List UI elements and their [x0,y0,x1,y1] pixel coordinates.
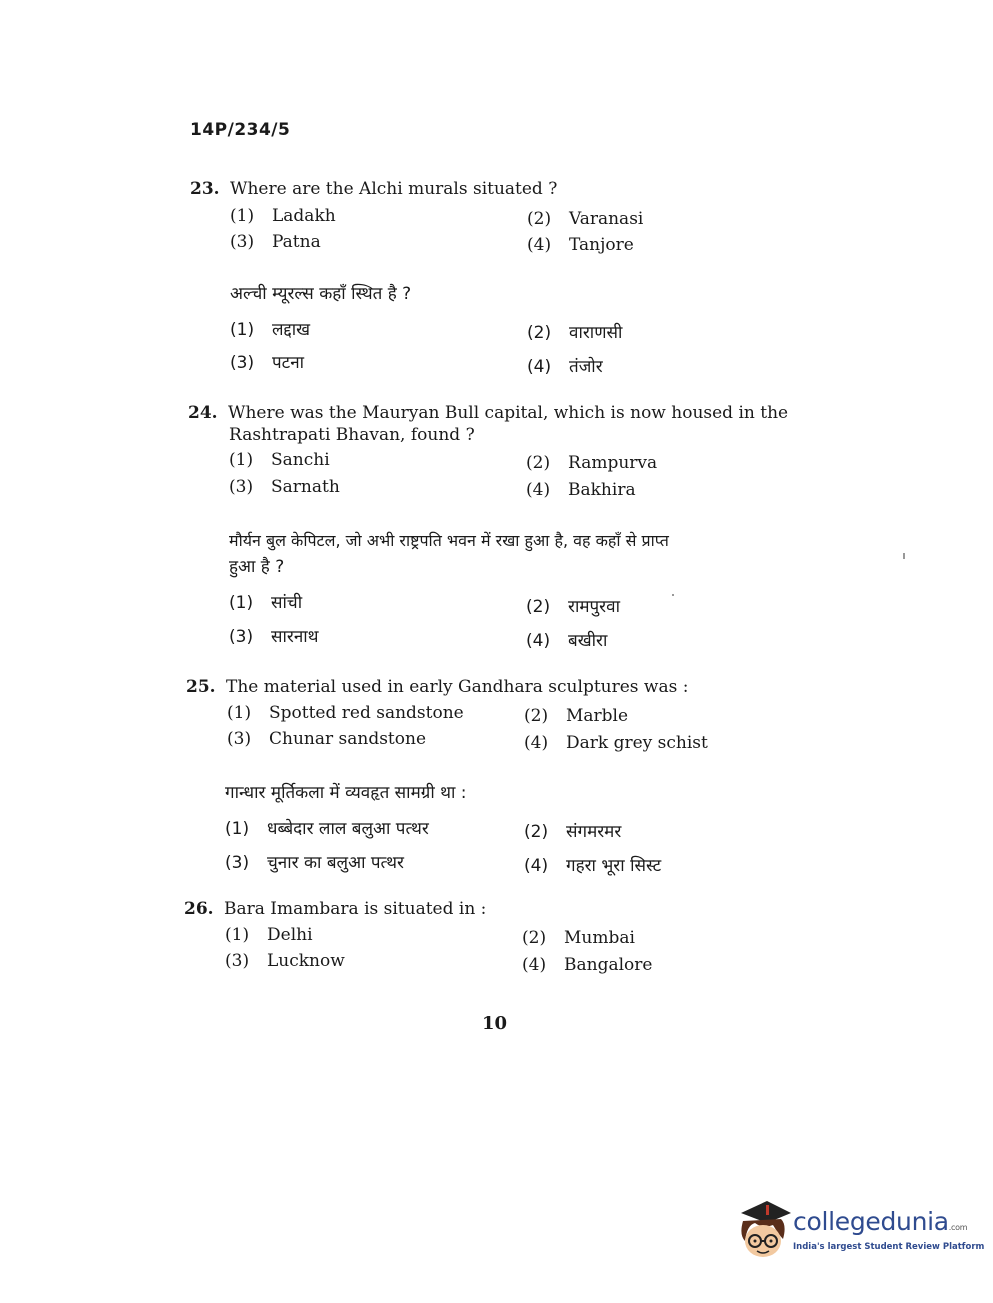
question-text-en: Bara Imambara is situated in : [224,899,487,919]
option-text: Delhi [267,925,313,945]
question-number: 23. [190,179,220,199]
option-hi [526,628,607,651]
option-text: Spotted red sandstone [269,703,464,723]
option-en [227,703,464,723]
option-text: तंजोर [569,357,603,377]
option-number: (4) [527,235,552,255]
option-hi [229,624,319,647]
mascot-icon [733,1195,793,1275]
brand-suffix: .com [948,1223,968,1232]
brand-tagline: India's largest Student Review Platform [793,1242,985,1252]
option-hi [229,590,302,613]
option-en [527,235,634,255]
option-text: Sarnath [271,477,340,497]
option-en [225,951,345,971]
collegedunia-watermark [733,1195,985,1275]
option-en [229,450,330,470]
option-text: Bangalore [564,955,653,975]
option-text: Rampurva [568,453,658,473]
option-text: Sanchi [271,450,330,470]
question-text-hi: गान्धार मूर्तिकला में व्यवहृत सामग्री था : [225,783,467,803]
brand-text: collegedunia [793,1207,949,1236]
option-text: Dark grey schist [566,733,708,753]
option-text: रामपुरवा [568,597,620,617]
question-text-en: The material used in early Gandhara sculptures was : [226,677,689,697]
question-26 [184,898,486,920]
option-en [524,706,628,726]
option-number: (4) [524,856,549,876]
option-en [526,453,657,473]
scan-mark [903,553,905,559]
option-number: (2) [524,822,549,842]
option-number: (4) [526,480,551,500]
option-en [524,733,708,753]
question-text-hi-line2: हुआ है ? [229,557,285,577]
option-text: Tanjore [569,235,634,255]
option-text: Chunar sandstone [269,729,427,749]
brand-name [793,1207,967,1236]
option-text: Lucknow [267,951,345,971]
option-en [230,232,321,252]
option-text: बखीरा [568,631,608,651]
question-25 [186,676,688,698]
question-text-en: Where are the Alchi murals situated ? [230,179,558,199]
option-text: संगमरमर [566,822,622,842]
option-number: (3) [225,951,250,971]
option-text: Patna [272,232,321,252]
option-text: Marble [566,706,629,726]
option-text: लद्दाख [272,320,311,340]
option-number: (3) [230,353,255,373]
question-number: 24. [188,403,218,423]
option-hi [230,317,310,340]
question-23 [190,178,557,200]
option-text: चुनार का बलुआ पत्थर [267,853,404,873]
option-hi [527,320,622,343]
question-text-en-line2: Rashtrapati Bhavan, found ? [229,425,475,445]
option-en [229,477,340,497]
question-text-hi: अल्ची म्यूरल्स कहाँ स्थित है ? [230,284,412,304]
option-hi [526,594,620,617]
question-number: 25. [186,677,216,697]
option-number: (1) [227,703,252,723]
option-number: (1) [230,320,255,340]
option-number: (2) [526,453,551,473]
option-text: Ladakh [272,206,336,226]
scan-mark [672,594,674,596]
option-text: पटना [272,353,305,373]
option-number: (1) [225,925,250,945]
option-en [527,209,643,229]
option-number: (2) [526,597,551,617]
option-en [526,480,636,500]
question-text-en-line1: Where was the Mauryan Bull capital, which is now housed in the [228,403,789,423]
option-number: (1) [229,450,254,470]
option-number: (4) [524,733,549,753]
option-text: Bakhira [568,480,636,500]
option-number: (3) [229,477,254,497]
option-text: धब्बेदार लाल बलुआ पत्थर [267,819,429,839]
question-text-hi-line1: मौर्यन बुल केपिटल, जो अभी राष्ट्रपति भवन में रखा हुआ है, वह कहाँ से प्राप्त [229,531,669,550]
option-number: (4) [522,955,547,975]
option-text: गहरा भूरा सिस्ट [566,856,662,876]
option-hi [527,354,603,377]
option-text: सारनाथ [271,627,319,647]
option-hi [524,819,621,842]
option-en [522,955,652,975]
option-number: (1) [225,819,250,839]
option-en [522,928,635,948]
option-number: (2) [527,209,552,229]
option-hi [225,816,429,839]
option-hi [230,350,304,373]
option-hi [225,850,404,873]
option-number: (2) [524,706,549,726]
option-number: (1) [229,593,254,613]
question-number: 26. [184,899,214,919]
option-number: (3) [227,729,252,749]
option-text: सांची [271,593,303,613]
option-en [227,729,426,749]
page-number: 10 [482,1013,508,1034]
option-number: (4) [526,631,551,651]
paper-code: 14P/234/5 [190,120,291,140]
option-hi [524,853,661,876]
option-number: (3) [230,232,255,252]
option-number: (2) [527,323,552,343]
option-number: (3) [225,853,250,873]
option-number: (2) [522,928,547,948]
option-text: Mumbai [564,928,635,948]
option-text: वाराणसी [569,323,623,343]
option-number: (3) [229,627,254,647]
question-24 [188,402,788,424]
option-en [225,925,313,945]
option-en [230,206,336,226]
option-number: (1) [230,206,255,226]
option-text: Varanasi [569,209,644,229]
option-number: (4) [527,357,552,377]
